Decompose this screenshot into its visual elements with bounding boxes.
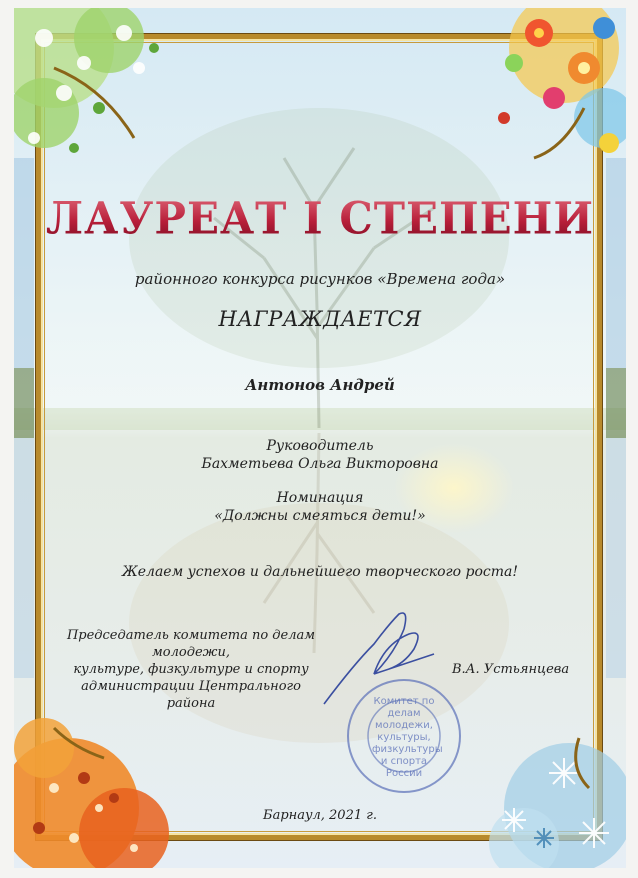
recipient-name: Антонов Андрей	[245, 376, 395, 394]
nomination-label: Номинация	[276, 490, 364, 506]
wish-text: Желаем успехов и дальнейшего творческого роста!	[122, 564, 518, 580]
supervisor-name: Бахметьева Ольга Викторовна	[201, 456, 439, 472]
supervisor-label: Руководитель	[266, 438, 374, 454]
chair-line: Председатель комитета по делам молодежи,	[66, 628, 316, 660]
chair-line: администрации Центрального района	[81, 679, 301, 711]
winter-snowflakes-corner	[454, 698, 626, 868]
nomination-value: «Должны смеяться дети!»	[214, 508, 426, 524]
chair-title	[56, 627, 326, 712]
awarded-heading: НАГРАЖДАЕТСЯ	[218, 307, 422, 331]
chair-line: культуре, физкультуре и спорту	[73, 662, 309, 677]
certificate-title: ЛАУРЕАТ I СТЕПЕНИ	[14, 193, 626, 244]
spring-flowers-corner	[14, 8, 184, 178]
autumn-leaves-corner	[14, 688, 204, 868]
stamp-text: Комитет по делам молодежи, культуры, физкультуры и спорта России	[372, 696, 443, 779]
signatory-name: В.А. Устьянцева	[452, 662, 570, 677]
contest-subtitle: районного конкурса рисунков «Времена года»	[134, 270, 506, 288]
place-and-year: Барнаул, 2021 г.	[263, 808, 377, 823]
summer-flowers-corner	[444, 8, 626, 178]
certificate-page	[14, 8, 626, 868]
